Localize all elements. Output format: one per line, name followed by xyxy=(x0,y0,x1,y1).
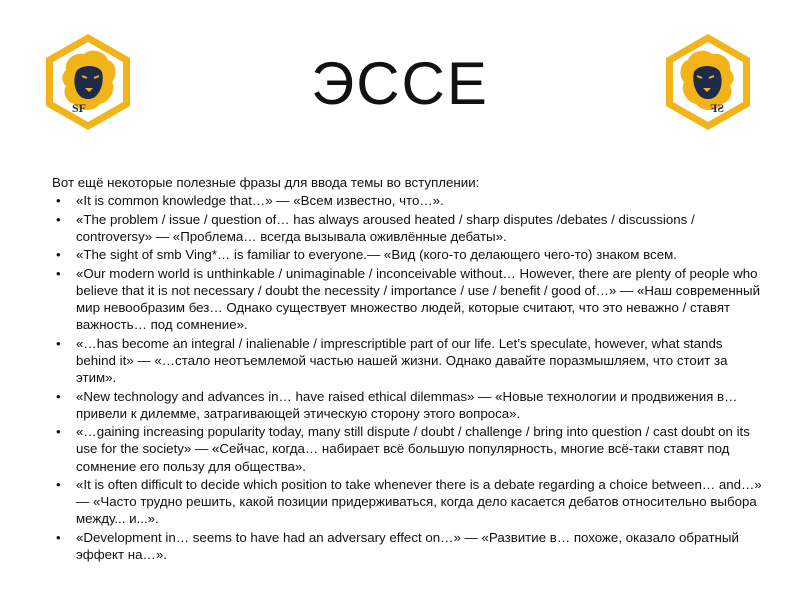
phrase-text: «The problem / issue / question of… has always aroused heated / sharp disputes /debates / discussions / controversy» — «Проблема… всегда вызывала оживлённые дебаты». xyxy=(76,211,695,244)
intro-text: Вот ещё некоторые полезные фразы для ввода темы во вступлении: xyxy=(52,175,480,190)
list-item xyxy=(52,335,762,386)
bullet: • xyxy=(56,265,61,281)
bullet: • xyxy=(56,388,61,404)
bullet: • xyxy=(56,211,61,227)
phrase-text: «It is often difficult to decide which position to take whenever there is a debate regarding a choice between… and…» — «Часто трудно решить, какой позиции придерживаться, когда дело касается дебатов относительно выбора между... и...». xyxy=(76,477,762,527)
list-item xyxy=(52,192,762,209)
phrase-text: «The sight of smb Ving*… is familiar to everyone.— «Вид (кого-то делающего чего-то) знаком всем. xyxy=(76,247,677,263)
list-item xyxy=(52,476,762,527)
list-item xyxy=(52,265,762,333)
phrase-text: «It is common knowledge that…» — «Всем известно, что…». xyxy=(76,193,444,209)
bullet: • xyxy=(56,193,61,209)
list-item xyxy=(52,211,762,245)
phrase-text: «…gaining increasing popularity today, many still dispute / doubt / challenge / bring into question / cast doubt on its use for the society» — «Сейчас, когда… набирает всё большую популярность, многие всё-таки ставят под сомнение его пользу для общества». xyxy=(76,424,750,474)
bullet: • xyxy=(56,335,61,351)
phrase-text: «New technology and advances in… have raised ethical dilemmas» — «Новые технологии и продвижения в… привели к дилемме, затрагивающей этическую сторону этого вопроса». xyxy=(76,388,738,421)
phrase-text: «…has become an integral / inalienable / imprescriptible part of our life. Let’s speculate, however, what stands behind it» — «…стало неотъемлемой частью нашей жизни. Однако давайте поразмышляем, что стоит за этим». xyxy=(76,335,728,386)
list-item xyxy=(52,423,762,474)
phrase-list xyxy=(52,192,762,563)
bullet: • xyxy=(56,424,61,440)
list-item xyxy=(52,529,762,563)
slide-title: ЭССЕ xyxy=(311,50,489,117)
lion-head-logo-icon xyxy=(664,32,752,132)
list-item xyxy=(52,246,762,263)
logo-right xyxy=(664,32,752,132)
bullet: • xyxy=(56,529,61,545)
logo-text: SF xyxy=(709,101,724,115)
logo-text: SF xyxy=(72,101,87,115)
phrase-text: «Development in… seems to have had an adversary effect on…» — «Развитие в… похоже, оказало обратный эффект на…». xyxy=(76,529,739,562)
bullet: • xyxy=(56,247,61,263)
bullet: • xyxy=(56,477,61,493)
phrase-text: «Our modern world is unthinkable / unimaginable / inconceivable without… However, there are plenty of people who believe that it is not necessary / doubt the necessity / importance / use / benefit / good of…» — «Наш современный мир невообразим без… Однако существует множество людей, которые считают, что это неважно / ставят важность… под сомнение». xyxy=(76,265,761,333)
list-item xyxy=(52,388,762,422)
slide-body xyxy=(52,174,762,565)
